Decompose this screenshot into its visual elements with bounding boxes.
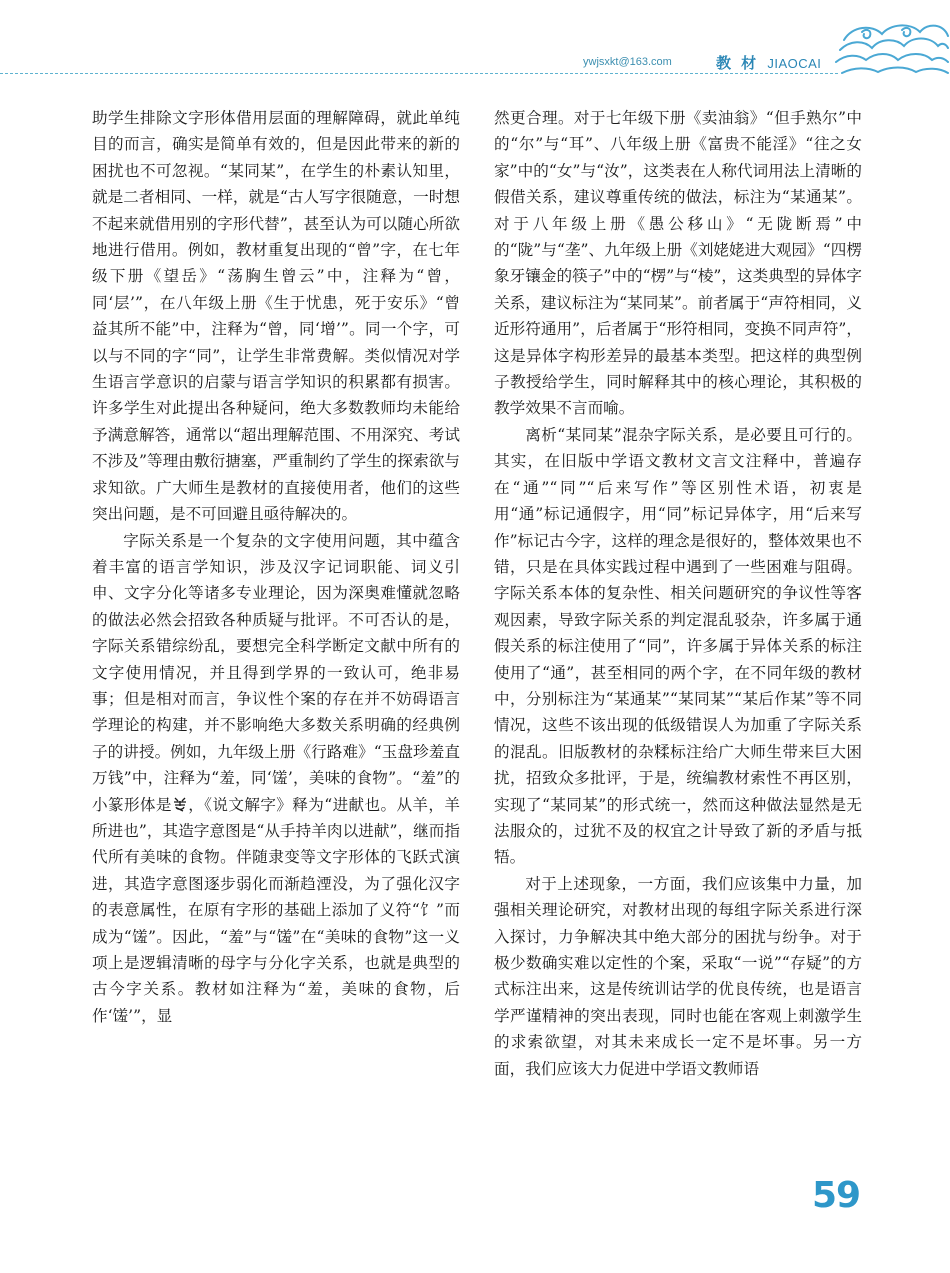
seal-script-character-icon	[172, 796, 188, 812]
section-title-en: JIAOCAI	[767, 56, 822, 71]
left-column	[92, 105, 460, 1029]
right-column	[494, 105, 862, 1082]
section-title	[716, 52, 821, 73]
page-header	[0, 0, 950, 80]
paragraph: 然更合理。对于七年级下册《卖油翁》“但手熟尔”中的“尔”与“耳”、八年级上册《富贵不能淫》“往之女家”中的“女”与“汝”，这类表在人称代词用法上清晰的假借关系，建议尊重传统的做法，标注为“某通某”。对于八年级上册《愚公移山》“无陇断焉”中的“陇”与“垄”、九年级上册《刘姥姥进大观园》“四楞象牙镶金的筷子”中的“楞”与“棱”，这类典型的异体字关系，建议标注为“某同某”。前者属于“声符相同，义近形符通用”，后者属于“形符相同，变换不同声符”，这是异体字构形差异的最基本类型。把这样的典型例子教授给学生，同时解释其中的核心理论，其积极的教学效果不言而喻。	[494, 109, 862, 418]
section-title-cn: 教 材	[716, 55, 760, 72]
wave-cloud-icon	[832, 18, 950, 88]
paragraph	[92, 528, 460, 1030]
header-divider	[0, 73, 838, 74]
paragraph-text-tail: ，《说文解字》释为“进献也。从羊，羊所进也”，其造字意图是“从手持羊肉以进献”，继而指代所有美味的食物。伴随隶变等文字形体的飞跃式演进，其造字意图逐步弱化而渐趋湮没，为了强化汉字的表意属性，在原有字形的基础上添加了义符“饣”而成为“馐”。因此，“羞”与“馐”在“美味的食物”这一义项上是逻辑清晰的母字与分化字关系，也就是典型的古今字关系。教材如注释为“羞，美味的食物，后作‘馐’”，显	[92, 795, 460, 1025]
paragraph: 对于上述现象，一方面，我们应该集中力量，加强相关理论研究，对教材出现的每组字际关系进行深入探讨，力争解决其中绝大部分的困扰与纷争。对于极少数确实难以定性的个案，采取“一说”“存疑”的方式标注出来，这是传统训诂学的优良传统，也是语言学严谨精神的突出表现，同时也能在客观上刺激学生的求索欲望，对其未来成长一定不是坏事。另一方面，我们应该大力促进中学语文教师语	[494, 874, 862, 1078]
page-number: 59	[812, 1175, 861, 1216]
paragraph-text: 字际关系是一个复杂的文字使用问题，其中蕴含着丰富的语言学知识，涉及汉字记词职能、词义引申、文字分化等诸多专业理论，因为深奥难懂就忽略的做法必然会招致各种质疑与批评。不可否认的是，字际关系错综纷乱，要想完全科学断定文献中所有的文字使用情况，并且得到学界的一致认可，绝非易事；但是相对而言，争议性个案的存在并不妨碍语言学理论的构建，并不影响绝大多数关系明确的经典例子的讲授。例如，九年级上册《行路难》“玉盘珍羞直万钱”中，注释为“羞，同‘馐’，美味的食物”。“羞”的小篆形体是	[92, 531, 460, 814]
paragraph: 助学生排除文字形体借用层面的理解障碍，就此单纯目的而言，确实是简单有效的，但是因此带来的新的困扰也不可忽视。“某同某”，在学生的朴素认知里，就是二者相同、一样，就是“古人写字很随意，一时想不起来就借用别的字形代替”，甚至认为可以随心所欲地进行借用。例如，教材重复出现的“曾”字，在七年级下册《望岳》“荡胸生曾云”中，注释为“曾，同‘层’”，在八年级上册《生于忧患，死于安乐》“曾益其所不能”中，注释为“曾，同‘增’”。同一个字，可以与不同的字“同”，让学生非常费解。类似情况对学生语言学意识的启蒙与语言学知识的积累都有损害。许多学生对此提出各种疑问，绝大多数教师均未能给予满意解答，通常以“超出理解范围、不用深究、考试不涉及”等理由敷衍搪塞，严重制约了学生的探索欲与求知欲。广大师生是教材的直接使用者，他们的这些突出问题，是不可回避且亟待解决的。	[92, 109, 460, 524]
header-email: ywjsxkt@163.com	[583, 56, 672, 68]
paragraph: 离析“某同某”混杂字际关系，是必要且可行的。其实，在旧版中学语文教材文言文注释中，普遍存在“通”“同”“后来写作”等区别性术语，初衷是用“通”标记通假字，用“同”标记异体字，用“后来写作”标记古今字，这样的理念是很好的，整体效果也不错，只是在具体实践过程中遇到了一些困难与阻碍。字际关系本体的复杂性、相关问题研究的争议性等客观因素，导致字际关系的判定混乱驳杂，许多属于通假关系的标注使用了“同”，许多属于异体关系的标注使用了“通”，甚至相同的两个字，在不同年级的教材中，分别标注为“某通某”“某同某”“某后作某”等不同情况，这些不该出现的低级错误人为加重了字际关系的混乱。旧版教材的杂糅标注给广大师生带来巨大困扰，招致众多批评，于是，统编教材索性不再区别，实现了“某同某”的形式统一，然而这种做法显然是无法服众的，过犹不及的权宜之计导致了新的矛盾与抵牾。	[494, 425, 862, 867]
